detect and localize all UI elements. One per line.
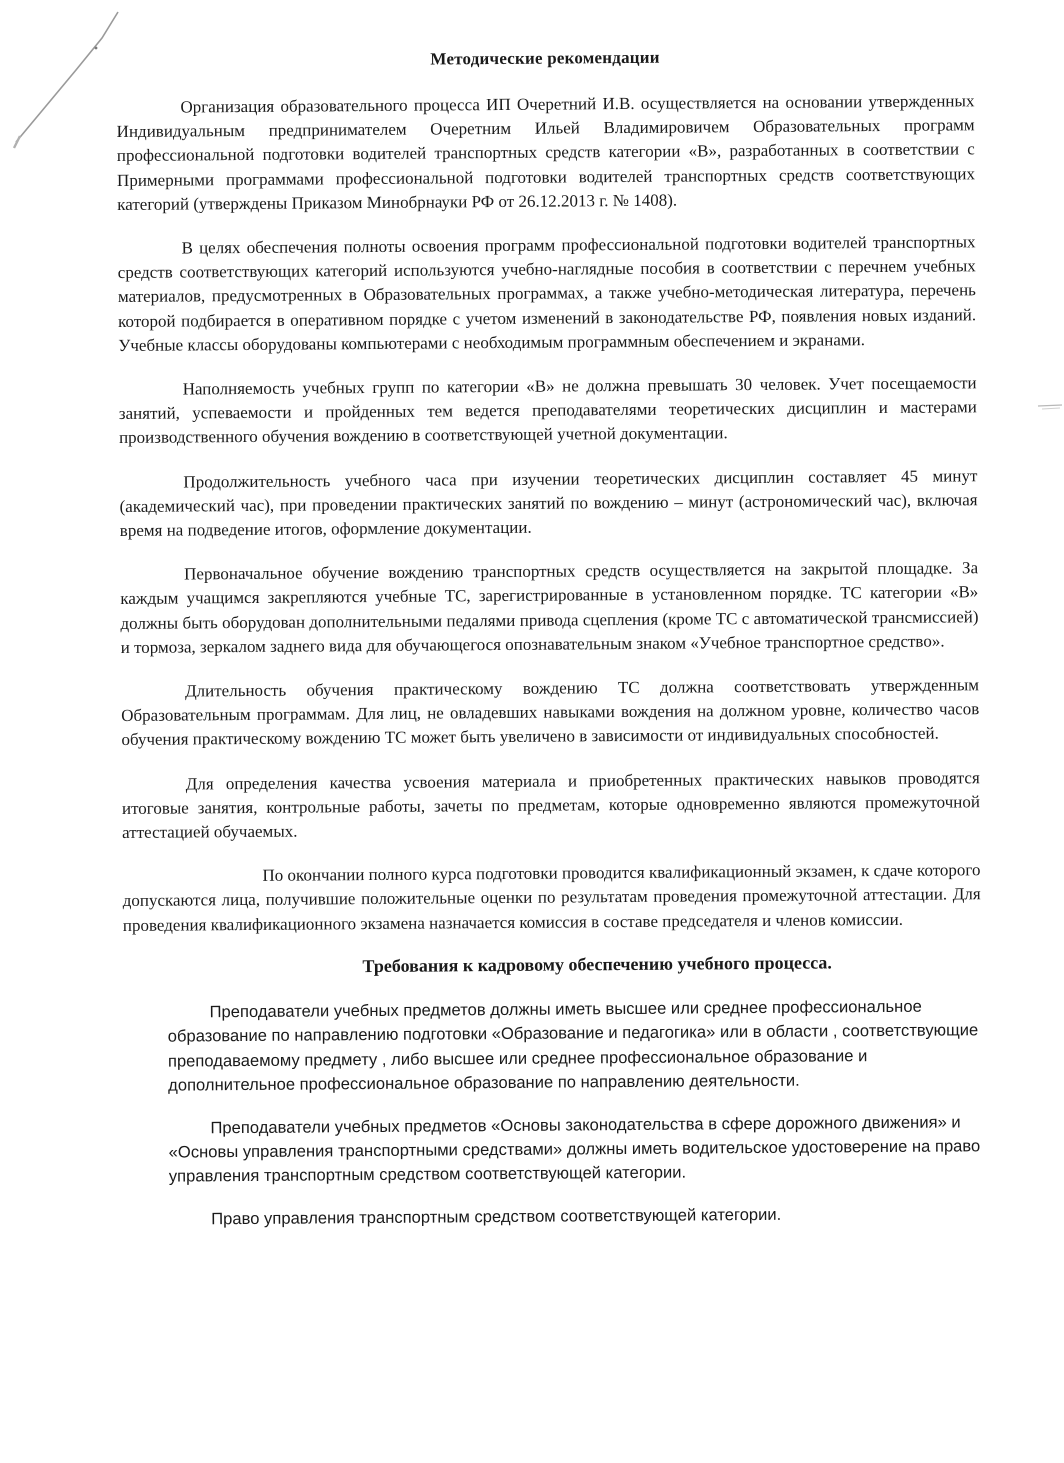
document-title: Методические рекомендации [430,47,660,69]
paragraph-quality-control: Для определения качества усвоения материала и приобретенных практических навыков проводятся итоговые занятия, контрольные работы, зачеты по предметам, которые одновременно являются промежуточной аттестацией обучаемых. [121,767,980,843]
paragraph-lesson-duration: Продолжительность учебного часа при изучении теоретических дисциплин составляет 45 минут (академический час), при проведении практических занятий по вождению – минут (астрономический час), включая время на подведение итогов, оформление документации. [119,465,978,541]
paragraph-study-materials: В целях обеспечения полноты освоения программ профессиональной подготовки водителей транспортных средств соответствующих категорий используются учебно-наглядные пособия в соответствии с перечнем учебных материалов, предусмотренных в Образовательных программах, а также учебно-методическая литература, перечень которой подбирается в оперативном порядке с учетом изменений в законодательстве РФ, появления новых изданий. Учебные классы оборудованы компьютерами с необходимым программным обеспечением и экранами. [117,232,977,355]
document-body [116,45,983,1232]
paragraph-final-exam: По окончании полного курса подготовки проводится квалификационный экзамен, к сдаче которого допускаются лица, получившие положительные оценки по результатам проведения промежуточной аттестации. Для проведения квалификационного экзамена назначается комиссия в составе председателя и членов комиссии. [122,860,981,935]
paragraph-organization: Организация образовательного процесса ИП Очеретний И.В. осуществляется на основании утвержденных Индивидуальным предпринимателем Очеретним Ильей Владимировичем Образовательных программ профессиональной подготовки водителей транспортных средств категории «В», разработанных в соответствии с Примерными программами профессиональной подготовки водителей транспортных средств соответствующих категорий (утверждены Приказом Минобрнауки РФ от 26.12.2013 г. № 1408). [116,91,976,214]
paragraph-practical-duration: Длительность обучения практическому вождению ТС должна соответствовать утвержденным Образовательным программам. Для лиц, не овладевших навыками вождения на должном уровне, количество часов обучения практическому вождению ТС может быть увеличено в зависимости от индивидуальных способностей. [121,675,980,750]
section-title-staffing: Требования к кадровому обеспечению учебного процесса. [362,952,832,976]
paragraph-teacher-license: Преподаватели учебных предметов «Основы законодательства в сфере дорожного движения» и «Основы управления транспортными средствами» должны иметь водительское удостоверение на право управления транспортным средством соответствующей категории. [168,1111,981,1186]
paragraph-initial-training: Первоначальное обучение вождению транспортных средств осуществляется на закрытой площадке. За каждым учащимся закрепляются учебные ТС, зарегистрированные в установленном порядке. ТС категории «В» должны быть оборудован дополнительными педалями привода сцепления (кроме ТС с автоматической трансмиссией) и тормоза, зеркалом заднего вида для обучающегося опознавательным знаком «Учебное транспортное средство». [120,558,979,657]
scan-edge-mark [6,10,126,150]
paragraph-driving-right: Право управления транспортным средством соответствующей категории. [211,1204,782,1229]
paragraph-teacher-education: Преподаватели учебных предметов должны иметь высшее или среднее профессиональное образование по направлению подготовки «Образование и педагогика» или в области , соответствующие преподаваемому предмету , либо высшее или среднее профессиональное образование и дополнительное профессиональное образование по направлению деятельности. [167,996,979,1095]
scan-edge-mark-right [1036,400,1064,412]
paragraph-group-size: Наполняемость учебных групп по категории «В» не должна превышать 30 человек. Учет посещаемости занятий, успеваемости и пройденных тем ведется преподавателями теоретических дисциплин и мастерами производственного обучения вождению в соответствующей учетной документации. [118,373,977,448]
